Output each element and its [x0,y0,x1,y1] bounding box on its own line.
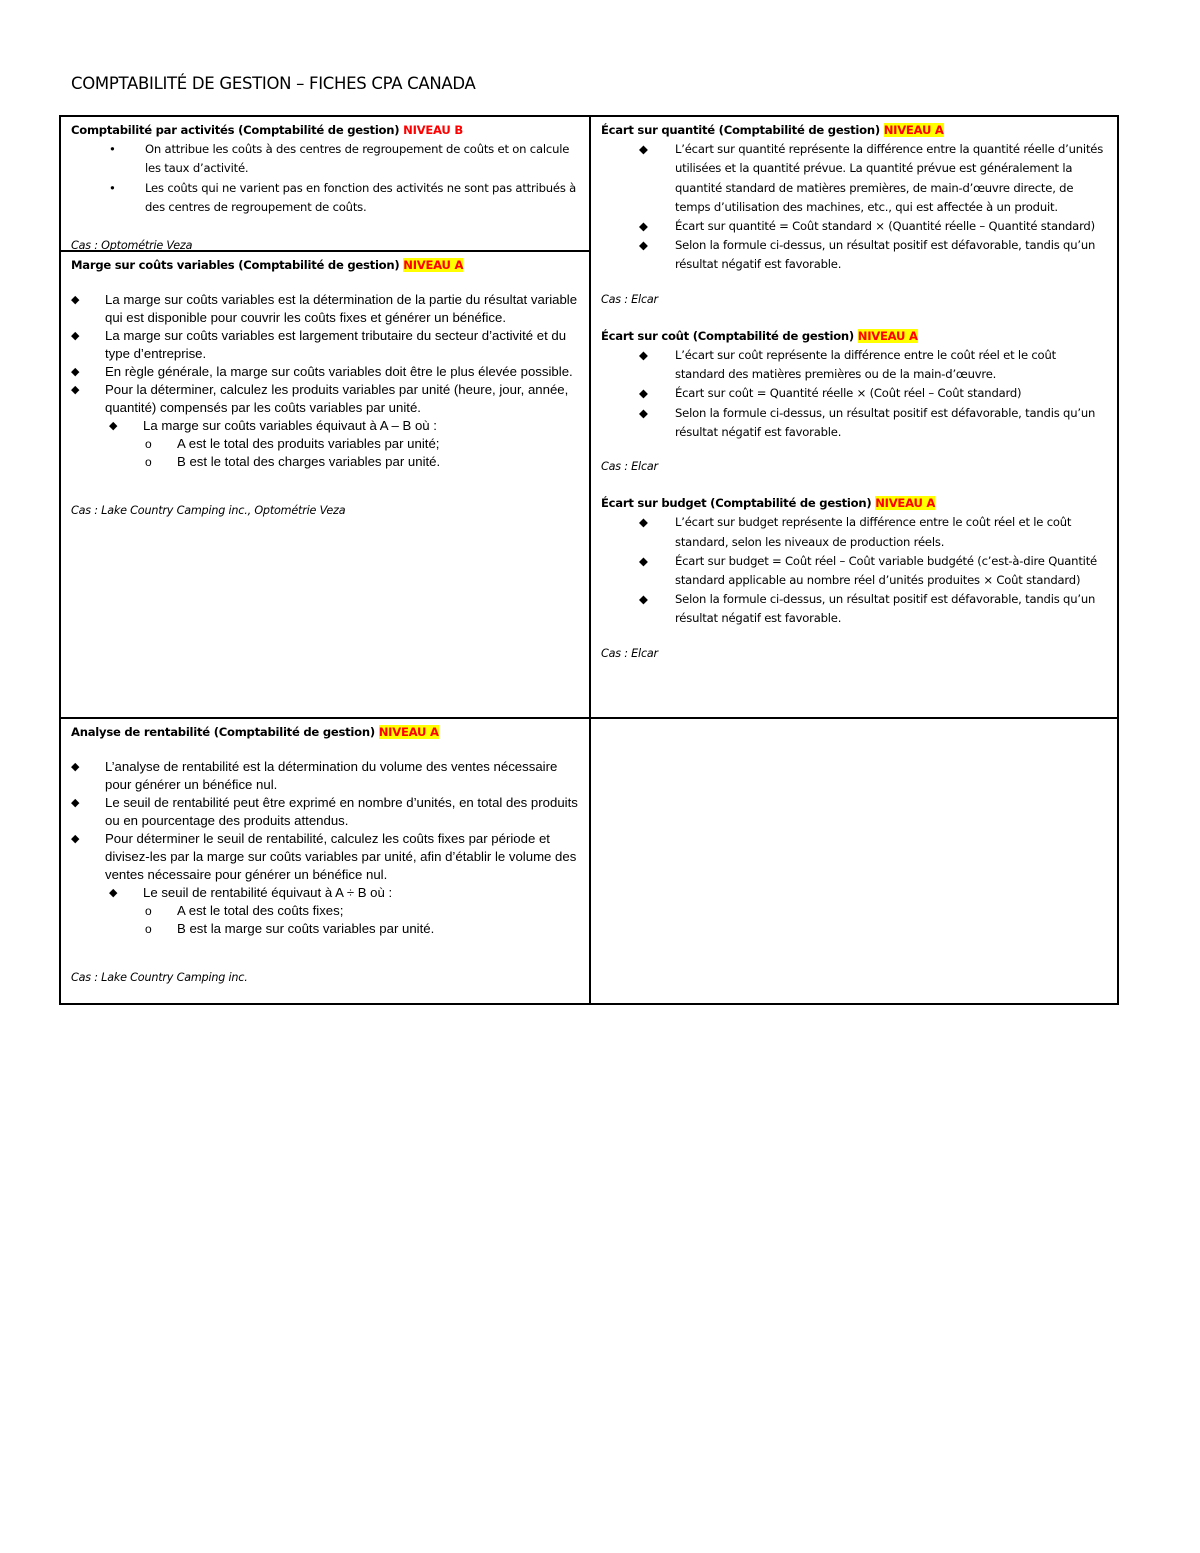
list-item: ◆ Écart sur coût = Quantité réelle × (Coût réel – Coût standard) [601,384,1107,403]
bullet-list [601,140,1107,274]
bullet-icon: ◆ [639,386,648,401]
cell-heading [601,121,1107,140]
bullet-icon: ◆ [71,366,80,379]
list-item: ◆ Écart sur quantité = Coût standard × (Quantité réelle – Quantité standard) [601,217,1107,236]
bullet-icon: ◆ [639,592,648,607]
sub-sub-list-item: o B est la marge sur coûts variables par unité. [145,921,435,937]
bullet-list [71,758,579,938]
level-badge: NIVEAU A [403,258,464,272]
bullet-icon: ◆ [71,330,80,343]
document-title: COMPTABILITÉ DE GESTION – FICHES CPA CANADA [71,74,476,93]
list-item: ◆ L’écart sur quantité représente la différence entre la quantité réelle d’unités utilisées et la quantité prévue. La quantité prévue est généralement la quantité standard de matières premières, de main-d’œuvre directe, de temps d’utilisation des machines, etc., qui est affectée à un produit. [639,142,1104,214]
circle-bullet-icon: o [145,455,152,470]
level-badge: NIVEAU A [883,123,944,137]
section-ecart-budget [601,494,1107,663]
bullet-icon: ◆ [71,761,80,774]
case-reference: Cas : Elcar [601,292,658,306]
list-item: ◆ L’analyse de rentabilité est la détermination du volume des ventes nécessaire pour générer un bénéfice nul. [71,759,558,793]
sub-list-item: ◆ La marge sur coûts variables équivaut à A – B où : [109,418,437,434]
level-badge: NIVEAU A [857,328,918,343]
bullet-icon: ◆ [639,405,648,420]
sub-sub-list-item: o A est le total des produits variables par unité; [145,436,440,452]
bullet-icon: ◆ [639,238,648,253]
bullet-icon: ◆ [109,420,118,433]
cell-heading [71,121,579,140]
cell-comptabilite-activites [61,117,589,253]
case-reference: Cas : Elcar [601,460,658,474]
sub-sub-list-item: o B est le total des charges variables par unité. [145,454,441,470]
case-reference: Cas : Lake Country Camping inc., Optométrie Veza [71,504,346,518]
list-item: ◆ Pour déterminer le seuil de rentabilité, calculez les coûts fixes par période et divisez-les par la marge sur coûts variables par unité, afin d’établir le volume des ventes nécessaire pour générer un bénéfice nul. [71,831,577,883]
list-item: • On attribue les coûts à des centres de regroupement de coûts et on calcule les taux d’activité. [109,142,570,176]
bullet-icon: ◆ [71,294,80,307]
bullet-icon: • [109,142,116,157]
bullet-list [71,140,579,217]
circle-bullet-icon: o [145,904,152,919]
cell-heading [601,494,1107,513]
list-item: ◆ Selon la formule ci-dessus, un résultat positif est défavorable, tandis qu’un résultat négatif est favorable. [639,592,1096,626]
cell-ecarts [591,117,1117,717]
list-item: ◆ Selon la formule ci-dessus, un résultat positif est défavorable, tandis qu’un résultat négatif est favorable. [639,405,1096,439]
sub-sub-list-item: o A est le total des coûts fixes; [145,903,344,919]
bullet-icon: ◆ [71,833,80,846]
bullet-icon: ◆ [639,515,648,530]
level-badge: NIVEAU A [875,496,936,511]
cell-heading [601,327,1107,346]
bullet-list [601,346,1107,442]
bullet-icon: ◆ [71,797,80,810]
list-item: ◆ La marge sur coûts variables est la détermination de la partie du résultat variable qui est disponible pour couvrir les coûts fixes et générer un bénéfice. [71,292,578,326]
cell-heading [71,256,579,275]
section-ecart-quantite [601,121,1107,309]
list-item: ◆ Selon la formule ci-dessus, un résultat positif est défavorable, tandis qu’un résultat négatif est favorable. [639,238,1096,272]
sub-list-item: ◆ Le seuil de rentabilité équivaut à A ÷ B où : [109,885,393,901]
list-item: ◆ En règle générale, la marge sur coûts variables doit être le plus élevée possible. [71,364,573,380]
summary-table [59,115,1119,1005]
bullet-list [601,513,1107,628]
cell-heading [71,723,579,742]
case-reference: Cas : Optométrie Veza [71,239,193,253]
heading-text: Comptabilité par activités (Comptabilité de gestion) [71,123,400,137]
case-reference: Cas : Lake Country Camping inc. [71,971,248,985]
bullet-icon: ◆ [109,887,118,900]
heading-text: Écart sur budget (Comptabilité de gestion) [601,496,872,511]
case-reference: Cas : Elcar [601,646,658,660]
heading-text: Écart sur coût (Comptabilité de gestion) [601,328,854,343]
section-ecart-cout [601,327,1107,476]
heading-text: Analyse de rentabilité (Comptabilité de gestion) [71,725,375,739]
level-badge: NIVEAU B [403,123,463,137]
bullet-icon: • [109,180,116,195]
bullet-icon: ◆ [639,553,648,568]
list-item: ◆ L’écart sur coût représente la différence entre le coût réel et le coût standard des matières premières ou de la main-d’œuvre. [639,348,1056,382]
bullet-icon: ◆ [639,219,648,234]
bullet-list [71,291,579,471]
cell-empty [591,719,1117,1005]
bullet-icon: ◆ [71,384,80,397]
heading-text: Écart sur quantité (Comptabilité de gestion) [601,123,880,137]
list-item: ◆ Écart sur budget = Coût réel – Coût variable budgété (c’est-à-dire Quantité standard applicable au nombre réel d’unités produites × Coût standard) [639,553,1097,588]
bullet-icon: ◆ [639,142,648,157]
list-item: ◆ Le seuil de rentabilité peut être exprimé en nombre d’unités, en total des produits ou en pourcentage des produits attendus. [71,795,578,829]
cell-analyse-rentabilite [61,719,589,1005]
cell-marge-couts-variables [61,252,589,717]
circle-bullet-icon: o [145,437,152,452]
list-item: ◆ La marge sur coûts variables est largement tributaire du secteur d’activité et du type d’entreprise. [71,328,567,362]
list-item: • Les coûts qui ne varient pas en fonction des activités ne sont pas attribués à des centres de regroupement de coûts. [109,180,577,214]
heading-text: Marge sur coûts variables (Comptabilité de gestion) [71,258,400,272]
circle-bullet-icon: o [145,922,152,937]
list-item: ◆ L’écart sur budget représente la différence entre le coût réel et le coût standard, selon les niveaux de production réels. [639,515,1072,549]
bullet-icon: ◆ [639,348,648,363]
level-badge: NIVEAU A [378,725,439,739]
list-item: ◆ Pour la déterminer, calculez les produits variables par unité (heure, jour, année, quantité) compensés par les coûts variables par unité. [71,382,569,416]
